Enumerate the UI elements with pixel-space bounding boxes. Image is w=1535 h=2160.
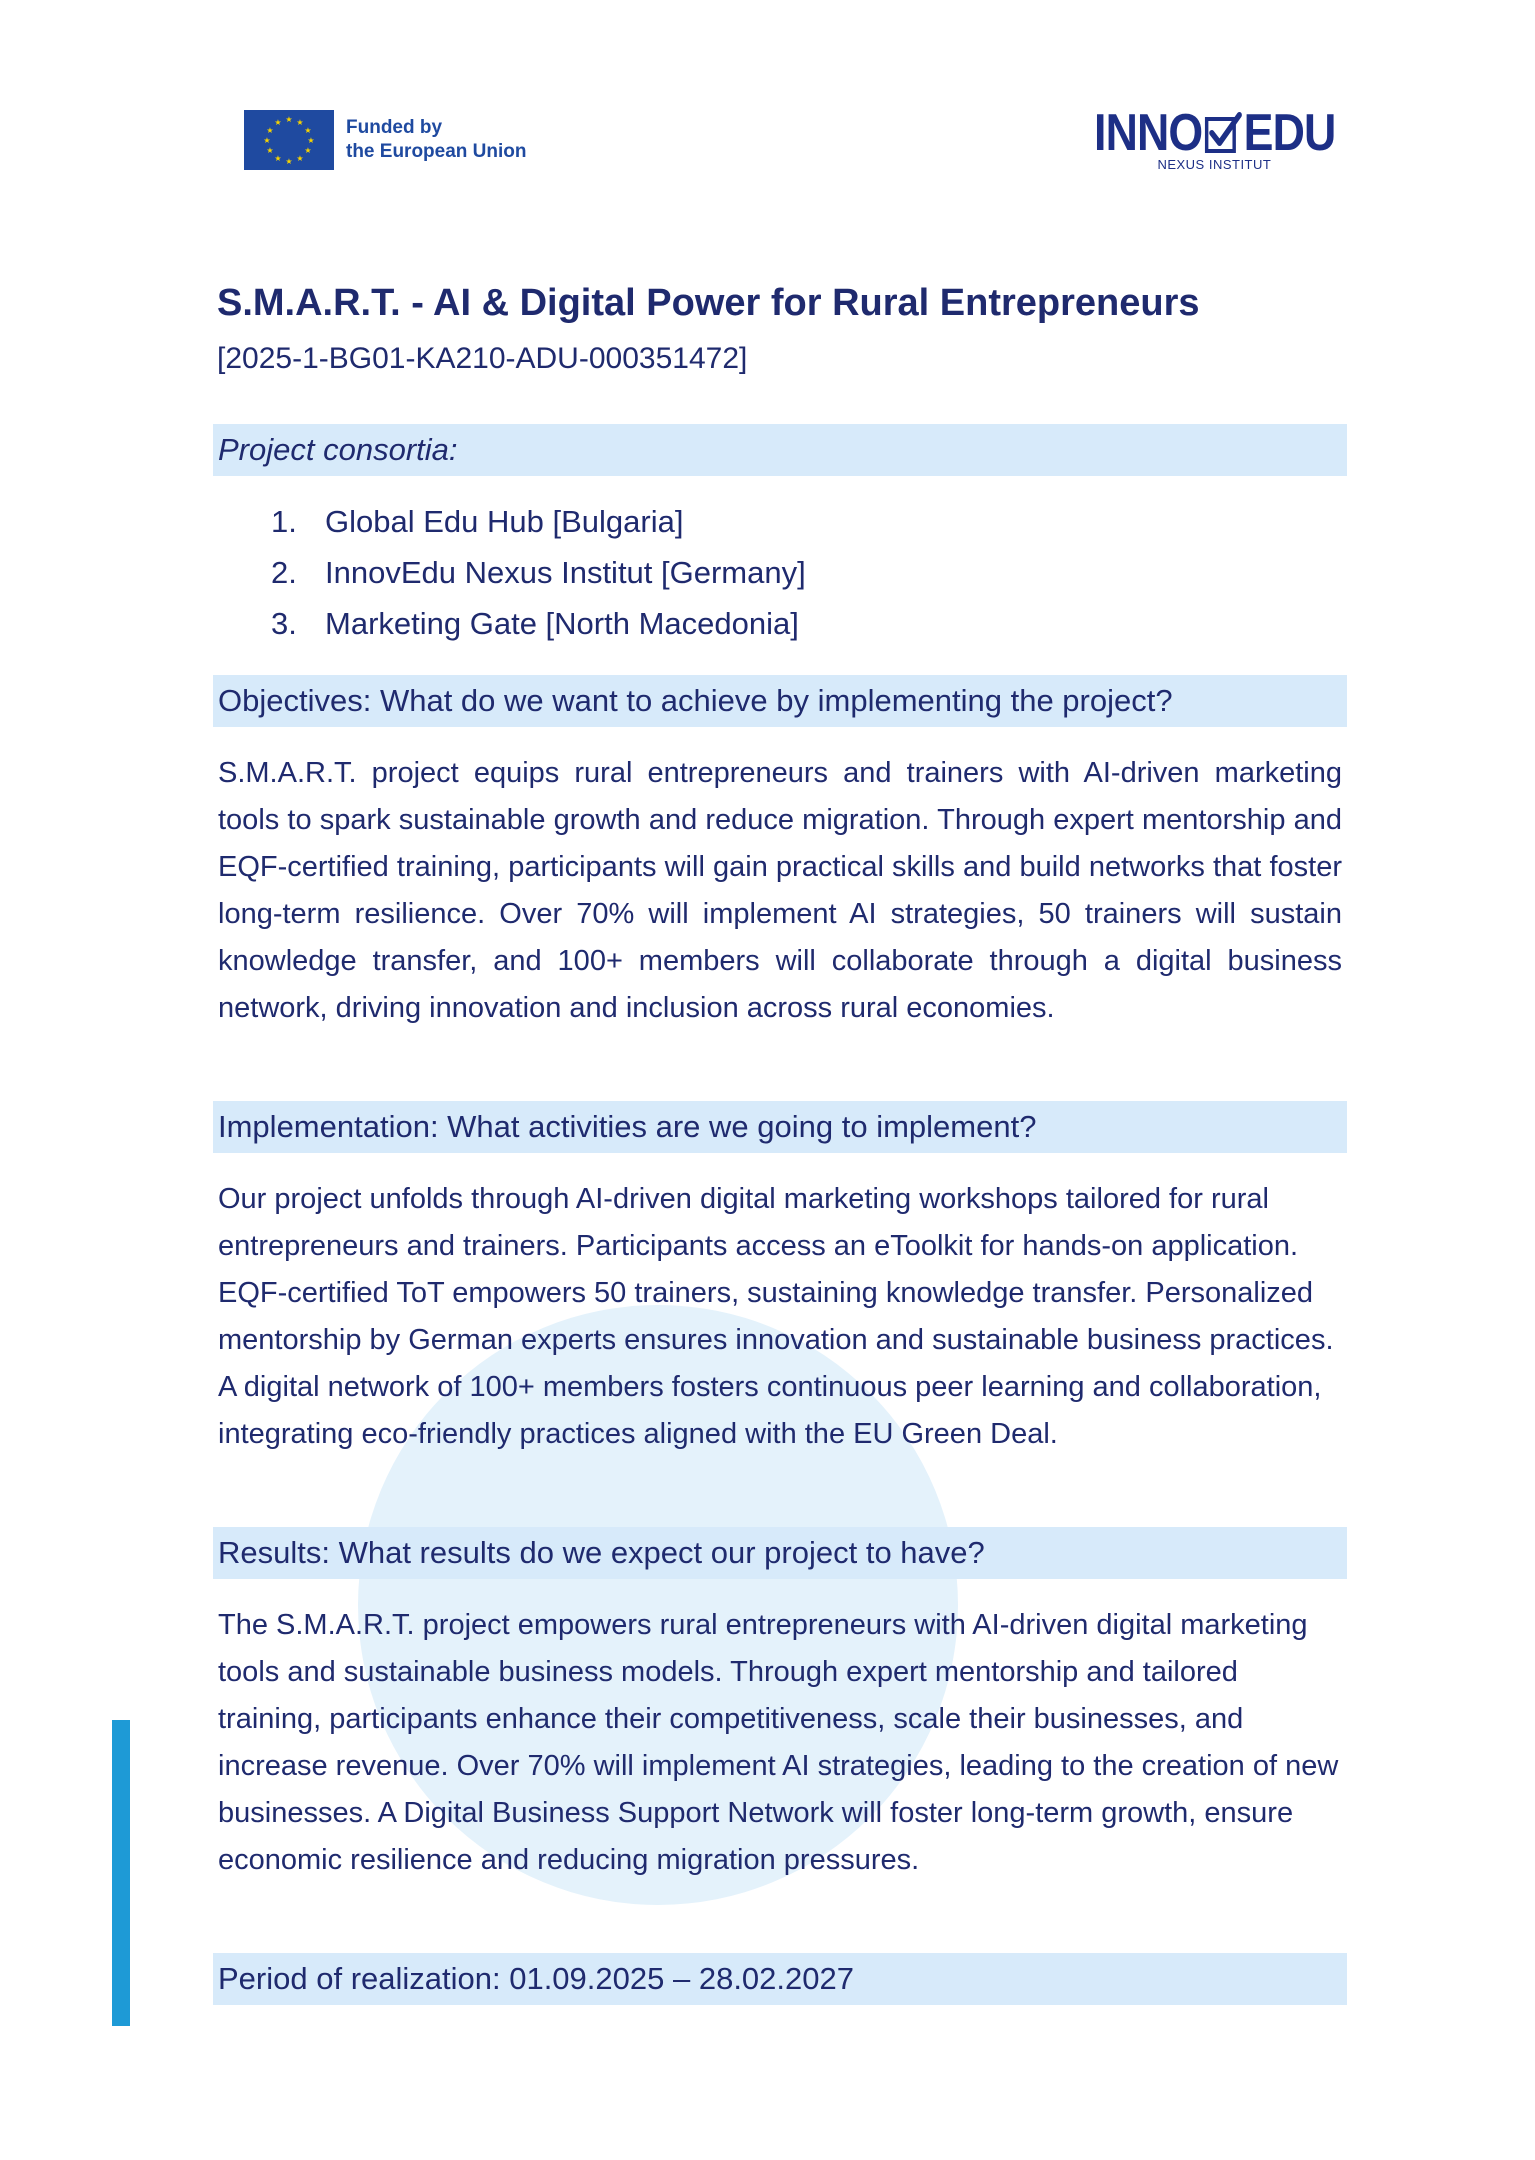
logo-subtitle: NEXUS INSTITUT — [1157, 157, 1272, 172]
accent-bar — [112, 1720, 130, 2026]
eu-text-line1: Funded by — [346, 117, 443, 138]
list-item: 2. InnovEdu Nexus Institut [Germany] — [271, 555, 806, 590]
results-heading: Results: What results do we expect our project to have? — [213, 1527, 1347, 1579]
objectives-text: S.M.A.R.T. project equips rural entrepreneurs and trainers with AI-driven marketing tools to spark sustainable growth and reduce migration. Through expert mentorship and EQF-certified training, participants will gain practical skills and build networks that foster long-term resilience. Over 70% will implement AI strategies, 50 trainers will sustain knowledge transfer, and 100+ members will collaborate through a digital business network, driving innovation and inclusion across rural economies. — [218, 757, 1342, 1024]
checkbox-icon — [1204, 111, 1242, 155]
implementation-heading: Implementation: What activities are we going to implement? — [213, 1101, 1347, 1153]
eu-flag-icon: ★ ★ ★ ★ ★ ★ ★ ★ ★ ★ ★ ★ — [244, 110, 334, 170]
logo-word-inno: INNO — [1094, 104, 1203, 162]
implementation-text: Our project unfolds through AI-driven digital marketing workshops tailored for rural entrepreneurs and trainers. Participants access an eToolkit for hands-on application. EQF-certified ToT empowers 50 trainers, sustaining knowledge transfer. Personalized mentorship by German experts ensures innovation and sustainable business practices. A digital network of 100+ members fosters continuous peer learning and collaboration, integrating eco-friendly practices aligned with the EU Green Deal. — [218, 1183, 1334, 1450]
list-item: 3. Marketing Gate [North Macedonia] — [271, 606, 799, 641]
project-code: [2025-1-BG01-KA210-ADU-000351472] — [217, 342, 748, 375]
period-heading: Period of realization: 01.09.2025 – 28.02.2027 — [213, 1953, 1347, 2005]
objectives-heading: Objectives: What do we want to achieve by implementing the project? — [213, 675, 1347, 727]
page-title: S.M.A.R.T. - AI & Digital Power for Rural Entrepreneurs — [217, 282, 1200, 324]
partner-list — [271, 496, 806, 649]
innoedu-logo — [1094, 105, 1375, 172]
results-text: The S.M.A.R.T. project empowers rural entrepreneurs with AI-driven digital marketing tools and sustainable business models. Through expert mentorship and tailored training, participants enhance their competitiveness, scale their businesses, and increase revenue. Over 70% will implement AI strategies, leading to the creation of new businesses. A Digital Business Support Network will foster long-term growth, ensure economic resilience and reducing migration pressures. — [218, 1609, 1339, 1876]
list-item: 1. Global Edu Hub [Bulgaria] — [271, 504, 684, 539]
eu-funding-logo — [244, 110, 527, 170]
consortia-heading: Project consortia: — [213, 424, 1347, 476]
eu-text-line2: the European Union — [346, 141, 527, 162]
logo-word-edu: EDU — [1243, 104, 1336, 162]
